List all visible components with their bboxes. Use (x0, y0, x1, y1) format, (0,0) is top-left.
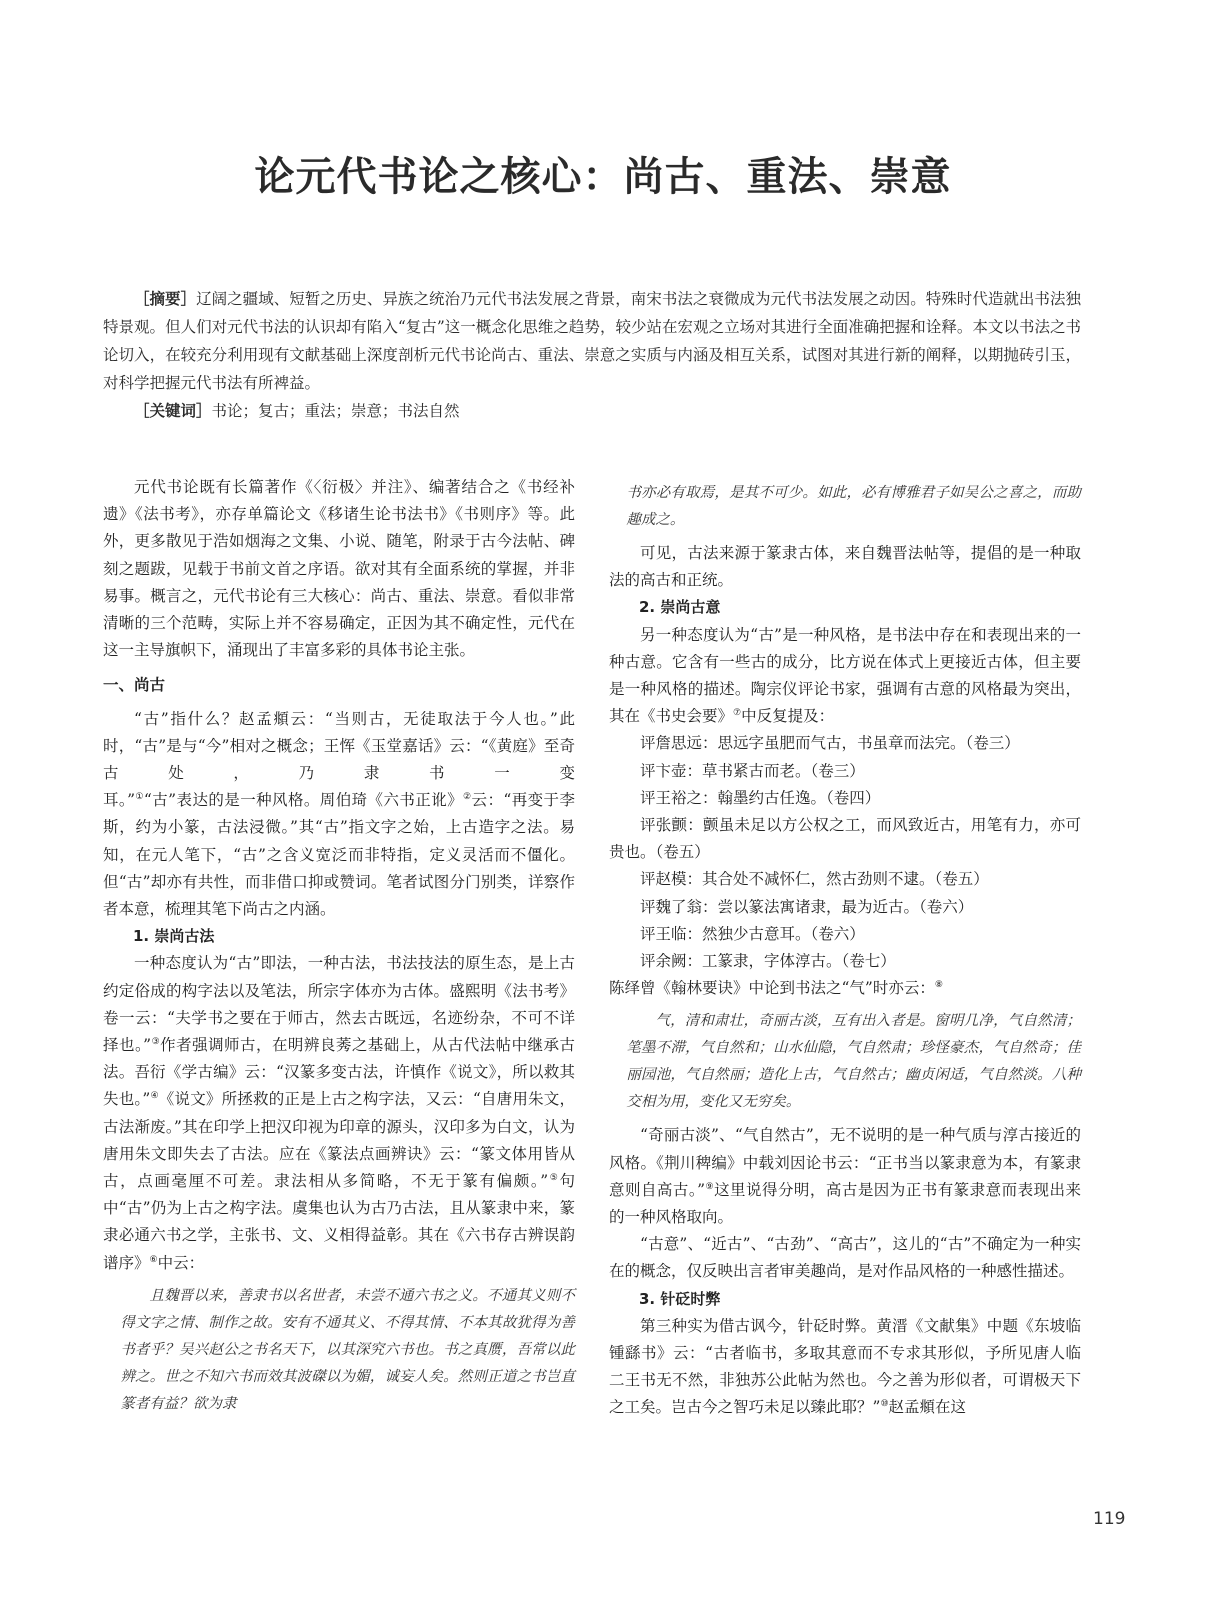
text-run: 陈绎曾《翰林要诀》中论到书法之“气”时亦云： (609, 979, 935, 998)
citation-line: 评王裕之：翰墨约古任逸。（卷四） (640, 788, 881, 807)
block-quote-continued: 书亦必有取焉，是其不可少。如此，必有博雅君子如吴公之喜之，而助趣成之。 (626, 485, 1081, 528)
footnote-marker[interactable]: ⑤ (548, 1172, 560, 1183)
text-run: 赵孟頫在这 (888, 1398, 967, 1417)
citation-line: 评魏了翁：尝以篆法寓诸隶，最为近古。（卷六） (640, 897, 974, 916)
page-title: 论元代书论之核心：尚古、重法、崇意 (254, 153, 952, 200)
body-paragraph (103, 706, 575, 924)
abstract-paragraph (103, 285, 1081, 397)
page-number: 119 (1093, 1509, 1126, 1529)
citation-line: 评詹思远：思远字虽肥而气古，书虽章而法完。（卷三） (640, 734, 1020, 753)
body-paragraph (609, 622, 1081, 731)
intro-paragraph: 元代书论既有长篇著作《〈衍极〉并注》、编著结合之《书经补遗》《法书考》，亦存单篇论文《移诸生论书法书》《书则序》等。此外，更多散见于浩如烟海之文集、小说、随笔，附录于古今法帖、碑刻之题跋，见载于书前文首之序语。欲对其有全面系统的掌握，并非易事。概言之，元代书论有三大核心：尚古、重法、崇意。看似非常清晰的三个范畴，实际上并不容易确定，正因为其不确定性，元代在这一主导旗帜下，涌现出了丰富多彩的具体书论主张。 (103, 478, 575, 660)
keywords-text: 书论；复古；重法；崇意；书法自然 (211, 402, 460, 420)
footnote-marker[interactable]: ⑧ (934, 980, 943, 991)
text-run: 另一种态度认为“古”是一种风格，是书法中存在和表现出来的一种古意。它含有一些古的成分，比方说在体式上更接近古体，但主要是一种风格的描述。陶宗仪评论书家，强调有古意的风格最为突出，其在《书史会要》 (609, 625, 1081, 726)
footnote-marker[interactable]: ① (135, 792, 144, 803)
left-column (103, 474, 575, 1424)
body-paragraph (609, 1313, 1081, 1422)
footnote-marker[interactable]: ② (463, 792, 472, 803)
footnote-marker[interactable]: ⑩ (880, 1399, 889, 1410)
text-run: 《说文》所拯救的正是上古之构字法，又云：“自唐用朱文，古法渐废。”其在印学上把汉印视为印章的源头，汉印多为白文，认为唐用朱文即失去了古法。应在《篆法点画辨诀》云：“篆文体用皆从古，点画毫厘不可差。隶法相从多简略，不无于篆有偏颇。” (103, 1090, 575, 1191)
body-paragraph (609, 1122, 1081, 1231)
text-run: “古”指什么？赵孟頫云：“当则古，无徒取法于今人也。”此时，“古”是与“今”相对之概念；王恽《玉堂嘉话》云：“《黄庭》至奇古处，乃隶书一变耳。” (103, 709, 575, 810)
text-run: 一种态度认为“古”即法，一种古法，书法技法的原生态，是上古约定俗成的构字法以及笔法，所宗字体亦为古体。盛熙明《法书考》卷一云：“夫学书之要在于师古，然去古既远，名迹纷杂，不可不详择也。” (103, 954, 575, 1055)
body-paragraph (609, 975, 1081, 1002)
citation-line: 评卞壶：草书紧古而老。（卷三） (640, 761, 865, 780)
body-paragraph: “古意”、“近古”、“古劲”、“高古”，这儿的“古”不确定为一种实在的概念，仅反映出言者审美趣尚，是对作品风格的一种感性描述。 (609, 1235, 1081, 1281)
citation-line: 评王临：然独少古意耳。（卷六） (640, 924, 865, 943)
footnote-marker[interactable]: ④ (150, 1091, 159, 1102)
text-run: 第三种实为借古讽今，针砭时弊。黄溍《文献集》中题《东坡临锺繇书》云：“古者临书，多取其意而不专求其形似，予所见唐人临二王书无不然，非独苏公此帖为然也。今之善为形似者，可谓极天下之工矣。岂古今之智巧未足以臻此耶？” (609, 1316, 1081, 1417)
text-run: 作者强调师古，在明辨良莠之基础上，从古代法帖中继承古法。吾衍《学古编》云：“汉篆多变古法，许慎作《说文》，所以救其失也。” (103, 1036, 575, 1109)
footnote-marker[interactable]: ⑦ (733, 708, 742, 719)
abstract-text: 辽阔之疆域、短暂之历史、异族之统治乃元代书法发展之背景，南宋书法之衰微成为元代书法发展之动因。特殊时代造就出书法独特景观。但人们对元代书法的认识却有陷入“复古”这一概念化思维之趋势，较少站在宏观之立场对其进行全面准确把握和诠释。本文以书法之书论切入，在较充分利用现有文献基础上深度剖析元代书论尚古、重法、崇意之实质与内涵及相互关系，试图对其进行新的阐释，以期抛砖引玉，对科学把握元代书法有所裨益。 (103, 290, 1081, 392)
abstract-block (103, 285, 1081, 425)
section-heading-shanggu: 一、尚古 (103, 676, 166, 695)
abstract-label: ［摘要］ (134, 290, 197, 308)
text-run: “奇丽古淡”、“气自然古”，无不说明的是一种气质与淳古接近的风格。《荆川稗编》中载刘因论书云：“正书当以篆隶意为本，有篆隶意则自高古。” (609, 1126, 1081, 1199)
citation-line: 评张颤：颤虽未足以方公权之工，而风致近古，用笔有力，亦可贵也。（卷五） (609, 816, 1081, 862)
citation-line: 评赵模：其合处不减怀仁，然古劲则不逮。（卷五） (640, 870, 989, 889)
text-run: “古”表达的是一种风格。周伯琦《六书正讹》 (143, 791, 464, 810)
text-run: 云：“再变于李斯，约为小篆，古法浸微。”其“古”指文字之始，上古造字之法。易知，在元人笔下，“古”之含义宽泛而非特指，定义灵活而不僵化。但“古”却亦有共性，而非借口抑或赞词。笔者试图分门别类，详察作者本意，梳理其笔下尚古之内涵。 (103, 791, 575, 919)
text-run: 这里说得分明，高古是因为正书有篆隶意而表现出来的一种风格取向。 (609, 1180, 1081, 1227)
subsection-heading-3: 3. 针砭时弊 (639, 1289, 721, 1308)
right-column (609, 474, 1081, 1422)
footnote-marker[interactable]: ⑥ (149, 1254, 158, 1265)
footnote-marker[interactable]: ⑨ (705, 1181, 715, 1192)
text-run: 中云： (157, 1253, 205, 1272)
keywords-paragraph (103, 397, 1081, 425)
subsection-heading-1: 1. 崇尚古法 (133, 927, 215, 946)
footnote-marker[interactable]: ③ (151, 1036, 161, 1047)
body-paragraph (103, 950, 575, 1276)
block-quote: 且魏晋以来，善隶书以名世者，未尝不通六书之义。不通其义则不得文字之情、制作之故。安有不通其义、不得其情、不本其故犹得为善书者乎？吴兴赵公之书名天下，以其深究六书也。书之真赝，吾常以此辨之。世之不知六书而效其波磔以为媚，诚妄人矣。然则正道之书岂直篆者有益？欲为隶 (120, 1287, 575, 1412)
keywords-label: ［关键词］ (134, 402, 212, 420)
citation-line: 评余阙：工篆隶，字体淳古。（卷七） (640, 952, 896, 971)
body-paragraph: 可见，古法来源于篆隶古体，来自魏晋法帖等，提倡的是一种取法的高古和正统。 (609, 544, 1081, 590)
block-quote: 气，清和肃壮，奇丽古淡，互有出入者是。窗明几净，气自然清；笔墨不滞，气自然和；山水仙隐，气自然肃；珍怪豪杰，气自然奇；佳丽园池，气自然丽；造化上古，气自然古；幽贞闲适，气自然淡。八种交相为用，变化又无穷矣。 (626, 1013, 1081, 1111)
subsection-heading-2: 2. 崇尚古意 (639, 598, 721, 617)
text-run: 句中“古”仍为上古之构字法。虞集也认为古乃古法，且从篆隶中来，篆隶必通六书之学，主张书、文、义相得益彰。其在《六书存古辨误韵谱序》 (103, 1172, 575, 1272)
text-run: 中反复提及： (741, 707, 835, 726)
